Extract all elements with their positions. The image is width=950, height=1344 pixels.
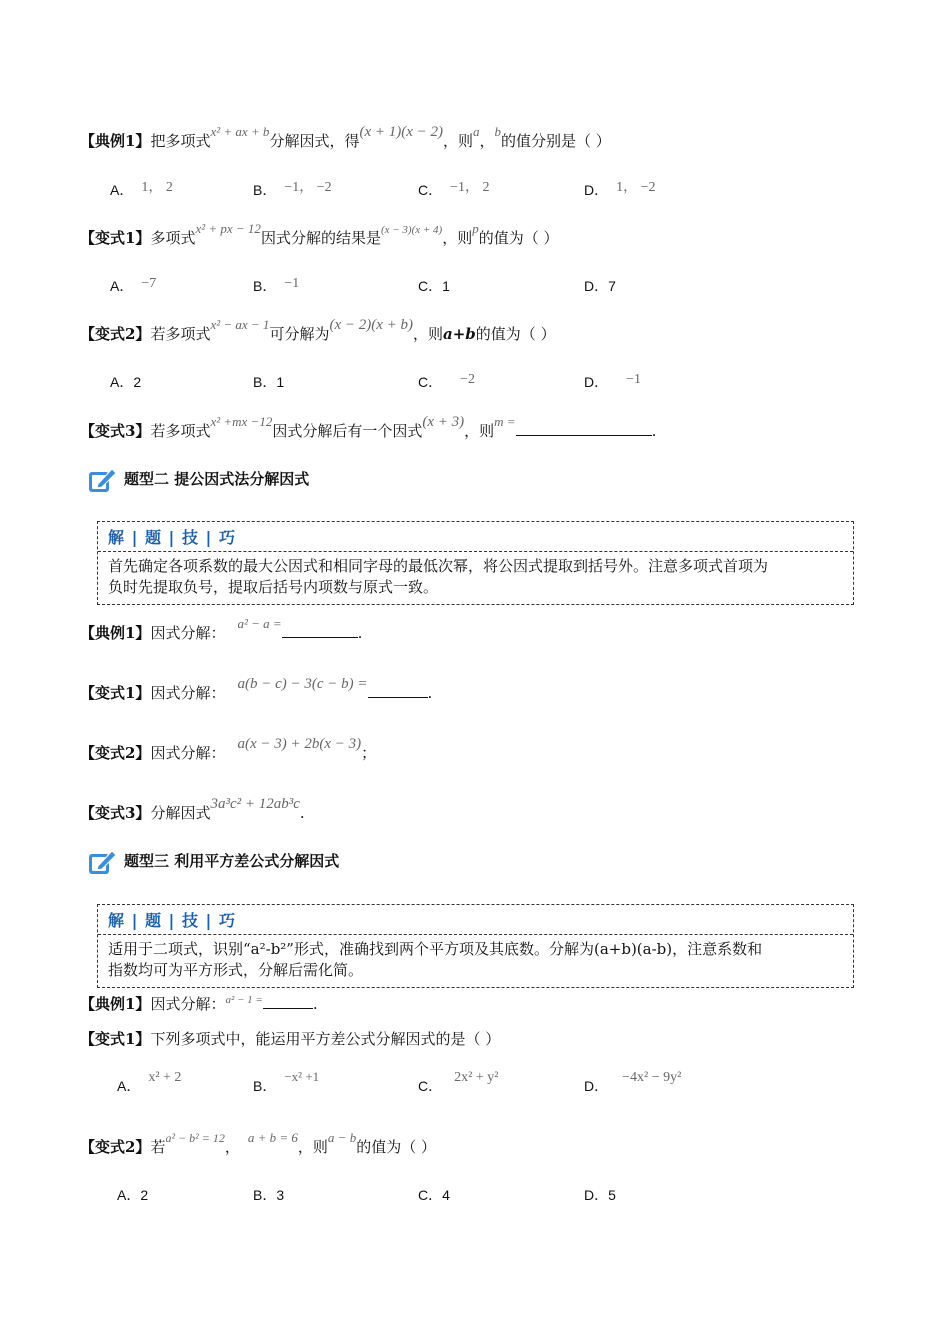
question-variant-1 bbox=[80, 676, 433, 703]
question-text: 的值为（ ） bbox=[356, 1138, 436, 1156]
question-tag: 【变式3】 bbox=[80, 804, 151, 822]
question-tag: 【变式3】 bbox=[80, 422, 151, 440]
question-variant-3 bbox=[80, 796, 305, 823]
option-label: B． bbox=[253, 278, 277, 294]
tip-line: 指数均可为平方形式，分解后需化简。 bbox=[108, 961, 364, 979]
option-d[interactable] bbox=[584, 180, 656, 200]
option-label: C． bbox=[418, 182, 443, 198]
option-d[interactable] bbox=[584, 276, 616, 296]
option-value: 1， −2 bbox=[616, 180, 656, 195]
option-label: B． bbox=[253, 182, 277, 198]
question-text: 若 bbox=[150, 1138, 166, 1156]
question-text: 多项式 bbox=[150, 229, 196, 247]
question-text: ，则 bbox=[442, 229, 473, 247]
question-tag: 【变式1】 bbox=[80, 684, 151, 702]
math-expression: 3a³c² + 12ab³c bbox=[210, 796, 300, 812]
option-value: −1 bbox=[284, 276, 300, 291]
question-text: 的值分别是（ ） bbox=[501, 132, 611, 150]
answer-blank[interactable] bbox=[516, 421, 652, 436]
question-text: 若多项式 bbox=[150, 325, 211, 343]
option-b[interactable] bbox=[253, 180, 332, 200]
option-label: A．2 bbox=[110, 374, 142, 390]
question-text: ，则 bbox=[443, 132, 474, 150]
question-text: . bbox=[299, 804, 305, 822]
math-expression: x² +mx −12 bbox=[210, 414, 273, 429]
edit-note-icon bbox=[88, 466, 118, 494]
question-text: 因式分解： bbox=[150, 684, 226, 702]
tip-line: 适用于二项式，识别“a²-b²”形式，准确找到两个平方项及其底数。分解为(a+b)(a-b)，注意系数和 bbox=[108, 940, 763, 958]
tip-title: 解 | 题 | 技 | 巧 bbox=[98, 522, 853, 552]
question-variant-2 bbox=[80, 736, 377, 763]
question-text: 可分解为 bbox=[269, 325, 330, 343]
section-title: 题型二 提公因式法分解因式 bbox=[124, 470, 310, 488]
tip-box bbox=[97, 904, 854, 988]
option-value: 2x² + y² bbox=[454, 1070, 499, 1085]
option-c[interactable] bbox=[418, 1185, 450, 1205]
math-expression: a² − 1 = bbox=[225, 994, 263, 1006]
question-variant-2 bbox=[80, 1130, 436, 1157]
section-title: 题型三 利用平方差公式分解因式 bbox=[124, 852, 340, 870]
option-label: C．1 bbox=[418, 278, 450, 294]
option-value: x² + 2 bbox=[148, 1070, 182, 1085]
math-expression: a² − a = bbox=[237, 616, 282, 631]
math-inline: a+b bbox=[443, 325, 476, 343]
question-tag: 【变式1】 bbox=[80, 1030, 151, 1048]
option-a[interactable] bbox=[110, 276, 156, 296]
question-variant-3 bbox=[80, 414, 657, 441]
math-expression: (x + 1)(x − 2) bbox=[359, 124, 443, 140]
question-text: 的值为（ ） bbox=[475, 325, 556, 343]
option-d[interactable] bbox=[584, 372, 641, 392]
option-label: D．7 bbox=[584, 278, 616, 294]
option-label: B． bbox=[253, 1078, 277, 1094]
question-text: 把多项式 bbox=[150, 132, 211, 150]
question-example-1 bbox=[80, 124, 611, 151]
math-expression: m = bbox=[494, 414, 516, 429]
question-text: . bbox=[357, 624, 363, 642]
question-text: 的值为（ ） bbox=[478, 229, 559, 247]
option-d[interactable] bbox=[584, 1185, 616, 1205]
option-b[interactable] bbox=[253, 372, 284, 392]
question-text: ，则 bbox=[464, 422, 495, 440]
question-text: ； bbox=[361, 744, 377, 762]
option-label: D． bbox=[584, 374, 609, 390]
option-a[interactable] bbox=[117, 1185, 148, 1205]
tip-text bbox=[98, 552, 853, 604]
option-value: −1， 2 bbox=[450, 180, 490, 195]
question-text: 因式分解： bbox=[150, 624, 226, 642]
question-text: 分解因式 bbox=[150, 804, 211, 822]
option-label: A． bbox=[117, 1078, 141, 1094]
option-c[interactable] bbox=[418, 276, 450, 296]
option-label: B．1 bbox=[253, 374, 285, 390]
answer-blank[interactable] bbox=[282, 623, 358, 638]
question-text: 因式分解后有一个因式 bbox=[272, 422, 423, 440]
math-expression: (x − 3)(x + 4) bbox=[380, 224, 443, 236]
math-expression: b bbox=[494, 124, 502, 139]
option-c[interactable] bbox=[418, 1070, 499, 1096]
math-expression: p bbox=[472, 221, 479, 236]
option-a[interactable] bbox=[117, 1070, 182, 1096]
option-a[interactable] bbox=[110, 180, 173, 200]
question-text: . bbox=[312, 995, 318, 1013]
option-value: −x² +1 bbox=[284, 1069, 320, 1084]
math-expression: a(x − 3) + 2b(x − 3) bbox=[237, 736, 362, 752]
answer-blank[interactable] bbox=[368, 683, 428, 698]
math-expression: (x − 2)(x + b) bbox=[329, 317, 413, 333]
option-value: −2 bbox=[460, 372, 476, 387]
edit-note-icon bbox=[88, 848, 118, 876]
question-text: 若多项式 bbox=[150, 422, 211, 440]
math-expression: a(b − c) − 3(c − b) = bbox=[237, 676, 368, 692]
tip-line: 首先确定各项系数的最大公因式和相同字母的最低次幂，将公因式提取到括号外。注意多项式首项为 bbox=[108, 557, 769, 575]
question-text: . bbox=[651, 422, 657, 440]
question-tag: 【典例1】 bbox=[80, 995, 151, 1013]
tip-box bbox=[97, 521, 854, 605]
option-d[interactable] bbox=[584, 1070, 682, 1096]
option-label: B．3 bbox=[253, 1187, 285, 1203]
question-text: 因式分解： bbox=[150, 995, 226, 1013]
question-text: 因式分解： bbox=[150, 744, 226, 762]
question-variant-2 bbox=[80, 317, 556, 344]
option-b[interactable] bbox=[253, 1069, 320, 1096]
question-text: ， bbox=[479, 132, 495, 150]
option-label: A．2 bbox=[117, 1187, 149, 1203]
answer-blank[interactable] bbox=[263, 994, 313, 1009]
question-tag: 【变式2】 bbox=[80, 1138, 151, 1156]
option-label: C． bbox=[418, 1078, 443, 1094]
math-expression: a bbox=[473, 124, 480, 139]
question-text: 下列多项式中，能运用平方差公式分解因式的是（ ） bbox=[150, 1030, 501, 1048]
math-expression: a − b bbox=[327, 1130, 357, 1145]
option-c[interactable] bbox=[418, 180, 490, 200]
option-label: A． bbox=[110, 182, 134, 198]
question-example-1 bbox=[80, 993, 318, 1014]
question-text: 因式分解的结果是 bbox=[260, 229, 381, 247]
option-c[interactable] bbox=[418, 372, 475, 392]
section-heading bbox=[88, 466, 309, 494]
math-expression: x² − ax − 1 bbox=[210, 317, 270, 332]
question-tag: 【变式1】 bbox=[80, 229, 151, 247]
tip-line: 负时先提取负号，提取后括号内项数与原式一致。 bbox=[108, 578, 439, 596]
question-tag: 【典例1】 bbox=[80, 624, 151, 642]
option-b[interactable] bbox=[253, 1185, 284, 1205]
math-expression: a² − b² = 12 bbox=[165, 1131, 225, 1145]
option-label: D．5 bbox=[584, 1187, 616, 1203]
question-tag: 【变式2】 bbox=[80, 325, 151, 343]
tip-title: 解 | 题 | 技 | 巧 bbox=[98, 905, 853, 935]
option-a[interactable] bbox=[110, 372, 141, 392]
tip-text bbox=[98, 935, 853, 987]
option-label: D． bbox=[584, 1078, 609, 1094]
question-tag: 【变式2】 bbox=[80, 744, 151, 762]
option-value: −1 bbox=[626, 372, 642, 387]
option-label: A． bbox=[110, 278, 134, 294]
question-example-1 bbox=[80, 616, 363, 643]
math-expression: a + b = 6 bbox=[247, 1130, 298, 1145]
option-value: −1， −2 bbox=[284, 180, 332, 195]
question-variant-1 bbox=[80, 1028, 500, 1049]
question-variant-1 bbox=[80, 221, 559, 248]
question-text: ， bbox=[224, 1138, 240, 1156]
math-expression: x² + ax + b bbox=[210, 124, 270, 139]
option-value: −4x² − 9y² bbox=[622, 1070, 682, 1085]
section-heading bbox=[88, 848, 339, 876]
option-label: D． bbox=[584, 182, 609, 198]
option-value: 1， 2 bbox=[141, 180, 173, 195]
question-text: ，则 bbox=[297, 1138, 328, 1156]
question-text: . bbox=[427, 684, 433, 702]
math-expression: (x + 3) bbox=[422, 414, 465, 430]
question-text: ，则 bbox=[413, 325, 444, 343]
option-label: C．4 bbox=[418, 1187, 450, 1203]
option-b[interactable] bbox=[253, 276, 299, 296]
question-tag: 【典例1】 bbox=[80, 132, 151, 150]
option-label: C． bbox=[418, 374, 443, 390]
question-text: 分解因式，得 bbox=[269, 132, 360, 150]
option-value: −7 bbox=[141, 276, 157, 291]
math-expression: x² + px − 12 bbox=[195, 221, 261, 236]
